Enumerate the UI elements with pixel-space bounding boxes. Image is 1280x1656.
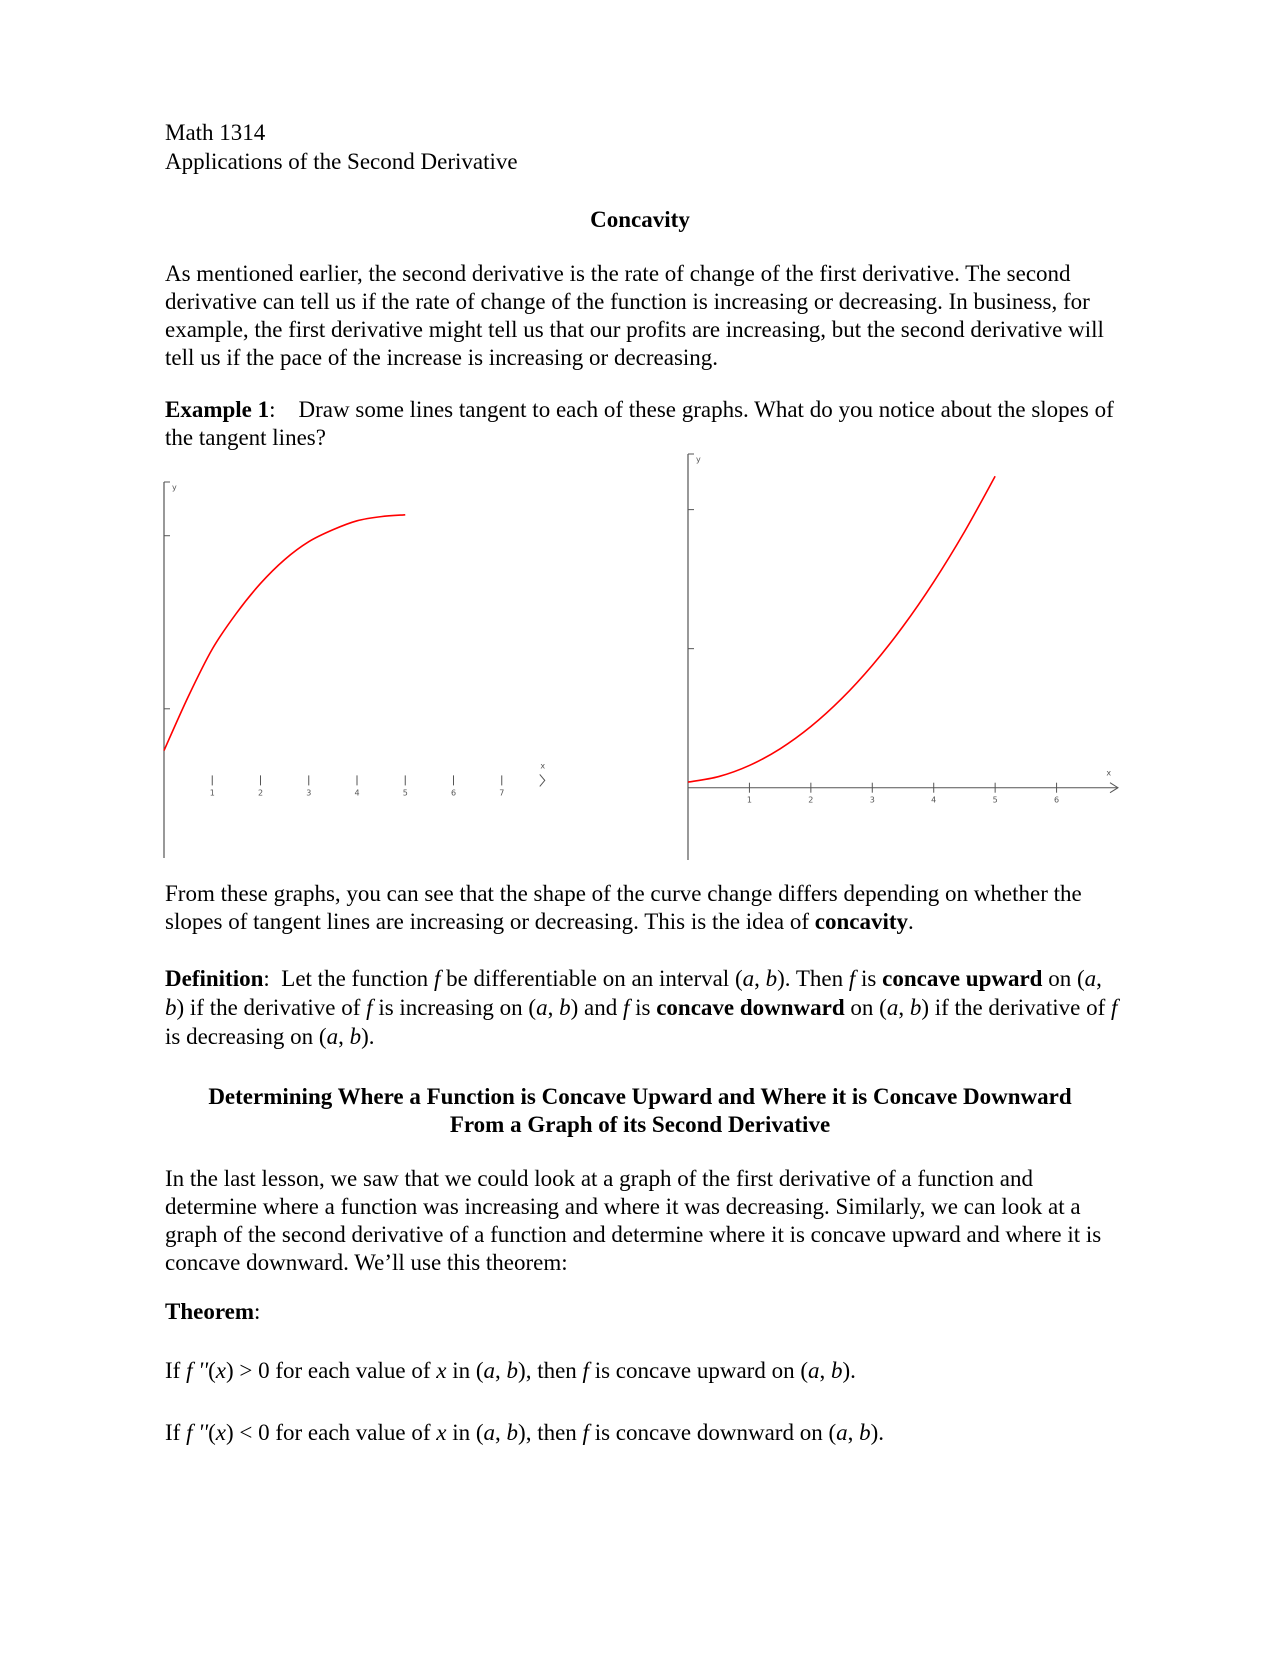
theorem-label: Theorem [165, 1299, 255, 1324]
y-axis-label: y [172, 483, 177, 492]
data-curve [688, 476, 995, 782]
y-axis-label: y [696, 455, 701, 464]
course-header [165, 118, 1125, 176]
observation-end: . [908, 909, 914, 934]
chart-axes [164, 482, 545, 858]
x-tick-label: 3 [306, 788, 312, 798]
x-tick-label: 6 [1054, 795, 1060, 805]
x-tick-label: 7 [499, 788, 505, 798]
x-tick-label: 5 [992, 795, 998, 805]
definition-paragraph: Definition: Let the function f be differentiable on an interval (a, b). Then f is concave upward on (a, b) if the derivative of f is increasing on (a, b) and f is concave downward on (a, b) if the derivative of f is decreasing on (a, b). [165, 966, 1118, 1049]
concavity-term: concavity [814, 909, 909, 934]
section-heading-2 [0, 1083, 1280, 1139]
heading-line-1: Determining Where a Function is Concave Upward and Where it is Concave Downward [208, 1084, 1072, 1109]
x-tick-label: 3 [869, 795, 875, 805]
concave-up-chart [668, 452, 1128, 862]
x-axis-label: x [1106, 768, 1112, 778]
x-tick-label: 6 [450, 788, 457, 798]
example-label: Example 1 [165, 397, 270, 422]
example-text: Draw some lines tangent to each of these graphs. What do you notice about the slopes of the tangent lines? [165, 397, 1114, 450]
x-axis-label: x [540, 761, 546, 771]
observation-text: From these graphs, you can see that the shape of the curve change differs depending on whether the slopes of tangent lines are increasing or decreasing. This is the idea of [165, 881, 1082, 934]
chart-marks [164, 515, 405, 751]
x-tick-label: 2 [257, 788, 264, 798]
concave-downward-term: concave downward [656, 995, 845, 1020]
data-curve [164, 515, 405, 751]
chart-marks [688, 476, 995, 782]
x-tick-label: 4 [354, 788, 360, 798]
definition-label: Definition [165, 966, 264, 991]
concave-upward-term: concave upward [882, 966, 1043, 991]
course-number: Math 1314 [165, 120, 266, 145]
intro-paragraph: As mentioned earlier, the second derivative is the rate of change of the first derivative. The second derivative can tell us if the rate of change of the function is increasing or decreasing. In business, for example, the first derivative might tell us that our profits are increasing, but the second derivative will tell us if the pace of the increase is increasing or decreasing. [165, 261, 1104, 370]
section-title: Concavity [590, 207, 690, 232]
x-tick-label: 4 [931, 795, 937, 805]
x-tick-label: 2 [808, 795, 814, 805]
theorem-concave-up: If f ''(x) > 0 for each value of x in (a, b), then f is concave upward on (a, b). [165, 1358, 856, 1383]
concave-down-chart [150, 480, 560, 860]
lesson-paragraph: In the last lesson, we saw that we could look at a graph of the first derivative of a function and determine where a function was increasing and where it was decreasing. Similarly, we can look at a graph of the second derivative of a function and determine where it is concave upward and where it is concave downward. We’ll use this theorem: [165, 1166, 1102, 1275]
theorem-label-line: Theorem: [165, 1299, 261, 1324]
x-tick-label: 1 [746, 795, 752, 805]
example-paragraph: Example 1: Draw some lines tangent to each of these graphs. What do you notice about the slopes of the tangent lines? [165, 397, 1114, 450]
x-tick-label: 5 [402, 788, 408, 798]
chart-axes [688, 454, 1118, 860]
lesson-subtitle: Applications of the Second Derivative [165, 149, 518, 174]
theorem-concave-down: If f ''(x) < 0 for each value of x in (a, b), then f is concave downward on (a, b). [165, 1420, 885, 1445]
x-axis-arrow [540, 774, 545, 786]
x-tick-label: 1 [209, 788, 215, 798]
observation-paragraph [165, 880, 1125, 936]
heading-line-2: From a Graph of its Second Derivative [449, 1112, 831, 1137]
